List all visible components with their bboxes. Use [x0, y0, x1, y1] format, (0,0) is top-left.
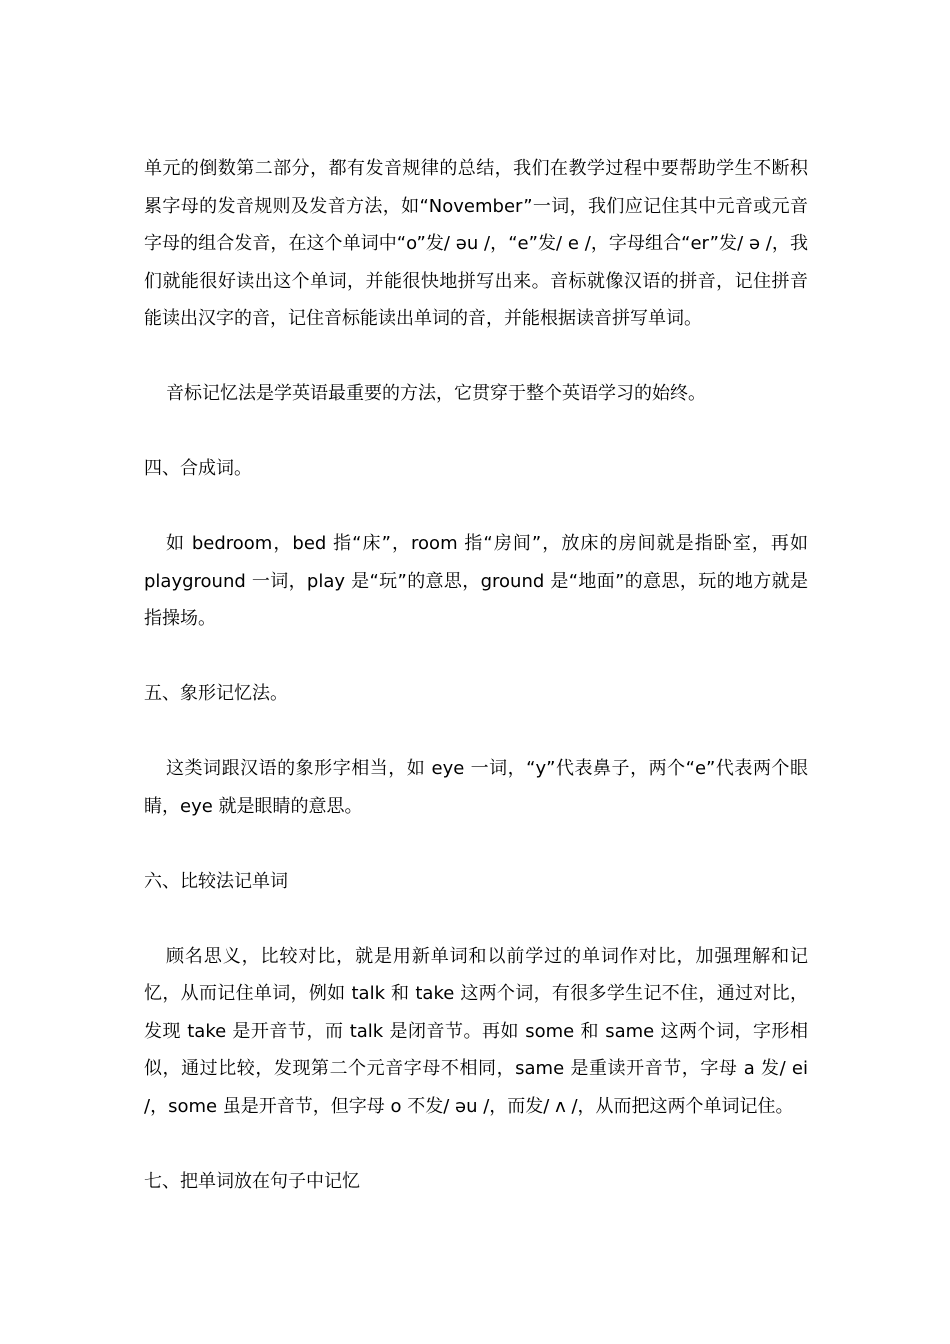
paragraph-gap [144, 338, 808, 376]
paragraph-pictographic: 这类词跟汉语的象形字相当，如 eye 一词，“y”代表鼻子，两个“e”代表两个眼睛，eye 就是眼睛的意思。 [144, 758, 808, 817]
paragraph-comparison: 顾名思义，比较对比，就是用新单词和以前学过的单词作对比，加强理解和记忆，从而记住单词，例如 talk 和 take 这两个词，有很多学生记不住，通过对比，发现 take 是开音节，而 talk 是闭音节。再如 some 和 same 这两个词，字形相似，通过比较，发现第二个元音字母不相同，same 是重读开音节，字母 a 发/ ei /，some 虽是开音节，但字母 o 不发/ əu /，而发/ ʌ /，从而把这两个单词记住。 [144, 945, 808, 1117]
paragraph-phonetic-rules: 单元的倒数第二部分，都有发音规律的总结，我们在教学过程中要帮助学生不断积累字母的发音规则及发音方法，如“November”一词，我们应记住其中元音或元音字母的组合发音，在这个单词中“o”发/ əu /，“e”发/ e /，字母组合“er”发/ ə /，我们就能很好读出这个单词，并能很快地拼写出来。音标就像汉语的拼音，记住拼音能读出汉字的音，记住音标能读出单词的音，并能根据读音拼写单词。 [144, 158, 808, 329]
document-body [144, 150, 808, 1200]
paragraph-gap [144, 413, 808, 451]
paragraph-phonetic-summary: 音标记忆法是学英语最重要的方法，它贯穿于整个英语学习的始终。 [166, 383, 706, 404]
paragraph-gap [144, 900, 808, 938]
section-heading-comparison: 六、比较法记单词 [144, 870, 288, 892]
paragraph-gap [144, 1125, 808, 1163]
paragraph-gap [144, 488, 808, 526]
paragraph-gap [144, 638, 808, 676]
section-heading-compound-words: 四、合成词。 [144, 458, 252, 479]
paragraph-gap [144, 825, 808, 863]
section-heading-pictographic: 五、象形记忆法。 [144, 683, 288, 704]
paragraph-gap [144, 713, 808, 751]
section-heading-sentence-memory: 七、把单词放在句子中记忆 [144, 1170, 360, 1192]
paragraph-compound-words: 如 bedroom，bed 指“床”，room 指“房间”，放床的房间就是指卧室，再如 playground 一词，play 是“玩”的意思，ground 是“地面”的意思，玩的地方就是指操场。 [144, 533, 808, 629]
